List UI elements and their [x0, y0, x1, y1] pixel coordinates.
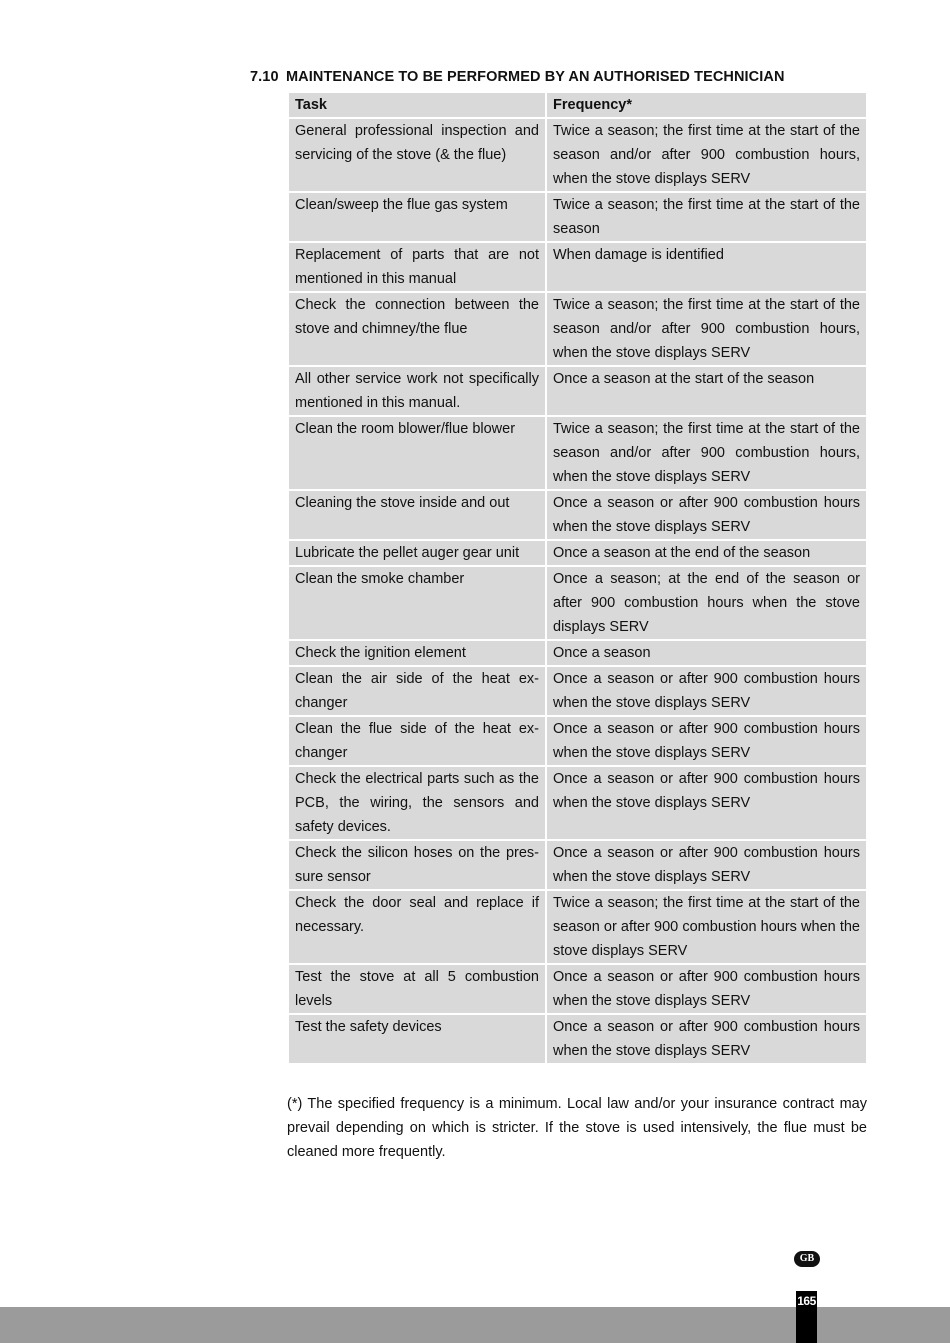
task-cell: Clean/sweep the flue gas system [289, 193, 545, 241]
task-cell: Check the connection between the stove and chimney/the flue [289, 293, 545, 365]
language-badge: GB [794, 1251, 820, 1267]
maintenance-table [287, 91, 868, 1065]
table-row [289, 243, 866, 291]
section-title: MAINTENANCE TO BE PERFORMED BY AN AUTHORISED TECHNICIAN [286, 69, 785, 85]
frequency-cell: Once a season or after 900 combustion hours when the stove displays SERV [547, 841, 866, 889]
frequency-cell: Once a season or after 900 combustion hours when the stove displays SERV [547, 965, 866, 1013]
task-cell: Lubricate the pellet auger gear unit [289, 541, 545, 565]
task-cell: Test the stove at all 5 combustion levels [289, 965, 545, 1013]
table-row [289, 717, 866, 765]
table-row [289, 491, 866, 539]
table-row [289, 567, 866, 639]
task-cell: All other service work not specifically mentioned in this manual. [289, 367, 545, 415]
section-number: 7.10 [250, 69, 279, 85]
frequency-cell: Once a season at the start of the season [547, 367, 866, 415]
page-number: 165 [797, 1294, 816, 1308]
task-cell: Check the silicon hoses on the pressure sensor [289, 841, 545, 889]
table-row [289, 667, 866, 715]
section-heading [250, 69, 785, 85]
column-header-task: Task [289, 93, 545, 117]
frequency-cell: Twice a season; the first time at the start of the season or after 900 combustion hours when the stove displays SERV [547, 891, 866, 963]
task-cell: Cleaning the stove inside and out [289, 491, 545, 539]
task-cell: Check the door seal and replace if necessary. [289, 891, 545, 963]
table-row [289, 193, 866, 241]
task-cell: Clean the room blower/flue blower [289, 417, 545, 489]
task-cell: General professional inspection and servicing of the stove (& the flue) [289, 119, 545, 191]
task-cell: Check the electrical parts such as the PCB, the wiring, the sensors and safety devices. [289, 767, 545, 839]
table-row [289, 891, 866, 963]
task-cell: Clean the smoke chamber [289, 567, 545, 639]
table-header-row [289, 93, 866, 117]
frequency-cell: Once a season or after 900 combustion hours when the stove displays SERV [547, 667, 866, 715]
frequency-cell: Once a season or after 900 combustion hours when the stove displays SERV [547, 717, 866, 765]
task-cell: Test the safety devices [289, 1015, 545, 1063]
task-cell: Replacement of parts that are not mentioned in this manual [289, 243, 545, 291]
table-row [289, 965, 866, 1013]
task-cell: Clean the air side of the heat exchanger [289, 667, 545, 715]
table-row [289, 1015, 866, 1063]
frequency-cell: Once a season or after 900 combustion hours when the stove displays SERV [547, 491, 866, 539]
frequency-cell: Once a season at the end of the season [547, 541, 866, 565]
frequency-cell: When damage is identified [547, 243, 866, 291]
table-row [289, 417, 866, 489]
frequency-cell: Twice a season; the first time at the start of the season and/or after 900 combustion hours, when the stove displays SERV [547, 293, 866, 365]
task-cell: Check the ignition element [289, 641, 545, 665]
frequency-cell: Once a season; at the end of the season or after 900 combustion hours when the stove displays SERV [547, 567, 866, 639]
table-row [289, 541, 866, 565]
table-row [289, 767, 866, 839]
table-row [289, 641, 866, 665]
footnote: (*) The specified frequency is a minimum. Local law and/or your insurance contract may prevail depending on which is stricter. If the stove is used intensively, the flue must be cleaned more frequently. [287, 1095, 867, 1160]
frequency-cell: Twice a season; the first time at the start of the season and/or after 900 combustion hours, when the stove displays SERV [547, 119, 866, 191]
column-header-frequency: Frequency* [547, 93, 866, 117]
table-row [289, 119, 866, 191]
table-row [289, 293, 866, 365]
frequency-cell: Twice a season; the first time at the start of the season [547, 193, 866, 241]
table-row [289, 841, 866, 889]
frequency-cell: Twice a season; the first time at the start of the season and/or after 900 combustion hours, when the stove displays SERV [547, 417, 866, 489]
frequency-cell: Once a season or after 900 combustion hours when the stove displays SERV [547, 767, 866, 839]
frequency-cell: Once a season or after 900 combustion hours when the stove displays SERV [547, 1015, 866, 1063]
frequency-cell: Once a season [547, 641, 866, 665]
task-cell: Clean the flue side of the heat exchanger [289, 717, 545, 765]
table-row [289, 367, 866, 415]
